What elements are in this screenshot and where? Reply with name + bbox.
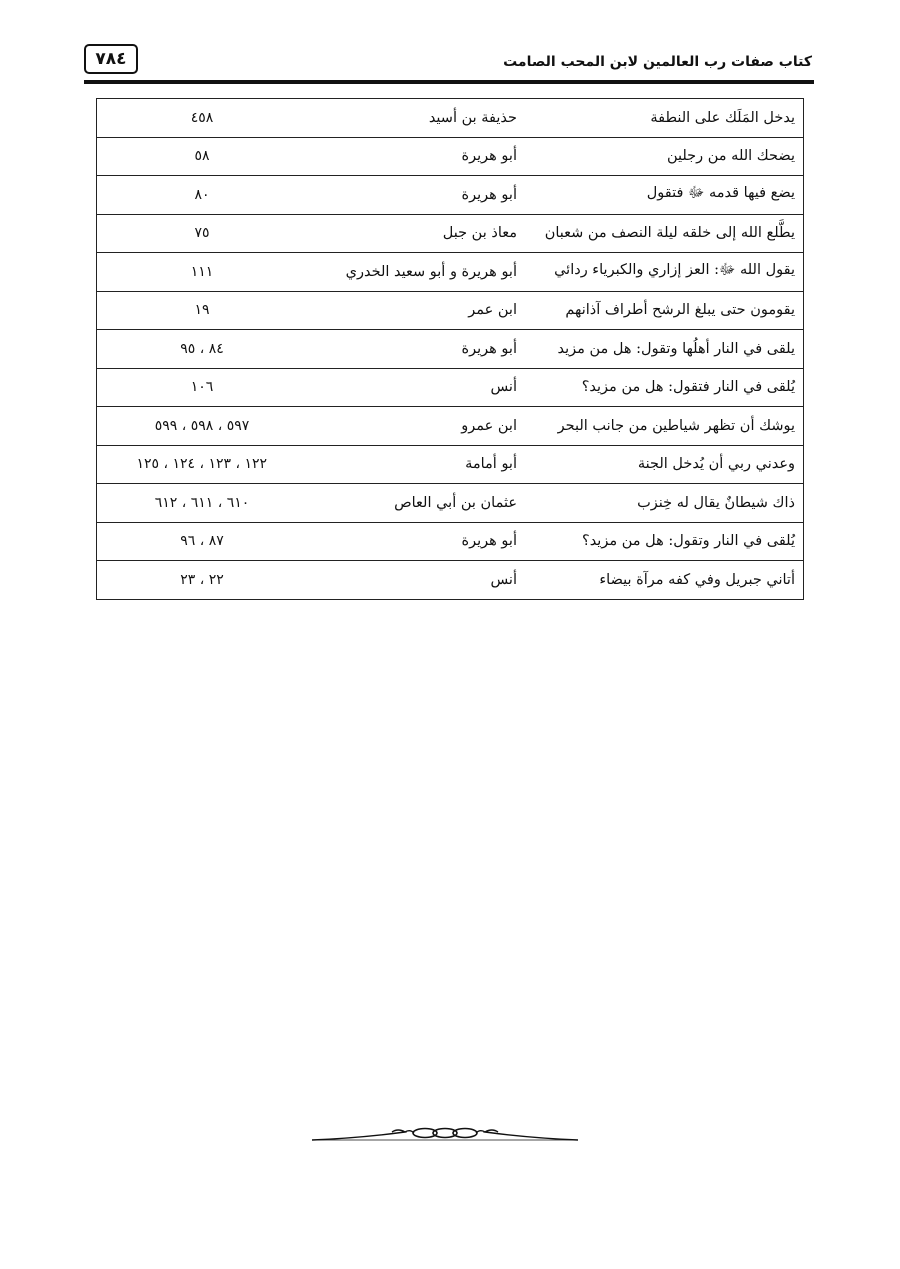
hadith-text: يضحك الله من رجلين: [525, 137, 804, 176]
table-row: [97, 137, 804, 176]
hadith-text: يُلقى في النار وتقول: هل من مزيد؟: [525, 522, 804, 561]
table-row: [97, 561, 804, 600]
table-row: [97, 407, 804, 446]
page-refs: ٦١٠ ، ٦١١ ، ٦١٢: [97, 484, 268, 523]
narrator: ابن عمر: [267, 291, 525, 330]
hadith-index-table: [96, 98, 804, 600]
hadith-text: يوشك أن تظهر شياطين من جانب البحر: [525, 407, 804, 446]
hadith-text: يقومون حتى يبلغ الرشح أطراف آذانهم: [525, 291, 804, 330]
header-rule: [84, 80, 814, 84]
narrator: أبو أمامة: [267, 445, 525, 484]
page-refs: ٨٧ ، ٩٦: [97, 522, 268, 561]
page-refs: ٥٨: [97, 137, 268, 176]
page-refs: ٤٥٨: [97, 99, 268, 138]
narrator: أبو هريرة: [267, 330, 525, 369]
narrator: عثمان بن أبي العاص: [267, 484, 525, 523]
page-refs: ١٩: [97, 291, 268, 330]
page-refs: ٧٥: [97, 214, 268, 253]
page-refs: ١٢٢ ، ١٢٣ ، ١٢٤ ، ١٢٥: [97, 445, 268, 484]
table-row: [97, 99, 804, 138]
table-row: [97, 330, 804, 369]
page-refs: ٨٠: [97, 176, 268, 215]
narrator: أبو هريرة: [267, 522, 525, 561]
table-row: [97, 253, 804, 292]
narrator: أبو هريرة: [267, 176, 525, 215]
page-refs: ٨٤ ، ٩٥: [97, 330, 268, 369]
hadith-text: يضع فيها قدمه ﷻ فتقول: [525, 176, 804, 215]
hadith-text: يلقى في النار أهلُها وتقول: هل من مزيد: [525, 330, 804, 369]
hadith-text: يقول الله ﷻ: العز إزاري والكبرياء ردائي: [525, 253, 804, 292]
table-row: [97, 291, 804, 330]
end-ornament: [310, 1120, 580, 1150]
narrator: معاذ بن جبل: [267, 214, 525, 253]
hadith-text: يدخل المَلَك على النطفة: [525, 99, 804, 138]
narrator: ابن عمرو: [267, 407, 525, 446]
page-refs: ١٠٦: [97, 368, 268, 407]
table-row: [97, 522, 804, 561]
narrator: أبو هريرة: [267, 137, 525, 176]
narrator: أبو هريرة و أبو سعيد الخدري: [267, 253, 525, 292]
hadith-text: يُلقى في النار فتقول: هل من مزيد؟: [525, 368, 804, 407]
table-row: [97, 445, 804, 484]
table-row: [97, 484, 804, 523]
book-title: كتاب صفات رب العالمين لابن المحب الصامت: [503, 54, 812, 70]
hadith-text: يطَّلع الله إلى خلقه ليلة النصف من شعبان: [525, 214, 804, 253]
page-header: [84, 44, 814, 84]
page-number: ٧٨٤: [84, 44, 138, 74]
page-refs: ٥٩٧ ، ٥٩٨ ، ٥٩٩: [97, 407, 268, 446]
hadith-text: أتاني جبريل وفي كفه مرآة بيضاء: [525, 561, 804, 600]
page-refs: ٢٢ ، ٢٣: [97, 561, 268, 600]
hadith-text: ذاك شيطانٌ يقال له خِنزب: [525, 484, 804, 523]
narrator: حذيفة بن أسيد: [267, 99, 525, 138]
narrator: أنس: [267, 368, 525, 407]
narrator: أنس: [267, 561, 525, 600]
page-refs: ١١١: [97, 253, 268, 292]
table-row: [97, 176, 804, 215]
hadith-text: وعدني ربي أن يُدخل الجنة: [525, 445, 804, 484]
table-row: [97, 214, 804, 253]
table-row: [97, 368, 804, 407]
